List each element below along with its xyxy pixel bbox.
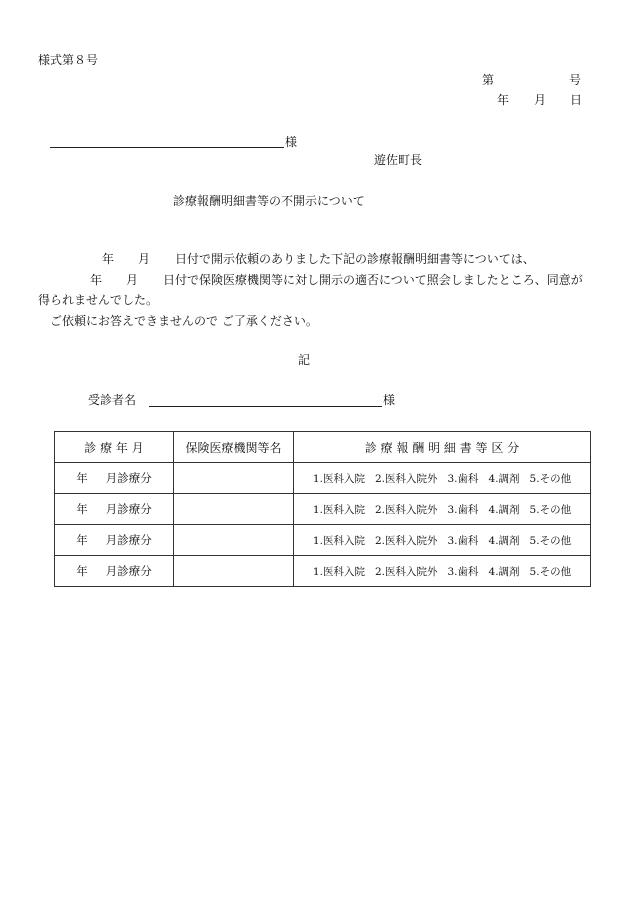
period-text: 月診療分 — [105, 471, 152, 485]
category-option: 3.歯科 — [447, 503, 479, 516]
category-cell — [294, 556, 591, 587]
table-row — [55, 525, 591, 556]
category-cell — [294, 525, 591, 556]
period-year: 年 — [76, 564, 88, 578]
form-number: 様式第８号 — [38, 53, 99, 67]
table-row — [55, 494, 591, 525]
body-line2-year: 年 — [90, 273, 103, 287]
category-option: 1.医科入院 — [312, 503, 365, 516]
period-cell — [55, 556, 174, 587]
category-option: 5.その他 — [529, 503, 572, 516]
category-option: 4.調剤 — [488, 565, 520, 578]
category-option: 3.歯科 — [447, 534, 479, 547]
category-option: 3.歯科 — [447, 565, 479, 578]
period-cell — [55, 494, 174, 525]
body-line1-text: 日付で開示依頼のありました下記の診療報酬明細書等については、 — [175, 252, 535, 266]
category-option: 5.その他 — [529, 472, 572, 485]
period-cell — [55, 525, 174, 556]
doc-number-prefix: 第 — [482, 73, 495, 87]
category-option: 4.調剤 — [488, 534, 520, 547]
table-header-row — [55, 432, 591, 463]
body-line1-month: 月 — [138, 252, 151, 266]
date-year: 年 — [497, 93, 510, 107]
period-cell — [55, 463, 174, 494]
period-text: 月診療分 — [105, 533, 152, 547]
category-option: 4.調剤 — [488, 472, 520, 485]
body-line3: 得られませんでした。 — [38, 293, 159, 307]
category-option: 2.医科入院外 — [374, 534, 438, 547]
doc-number-suffix: 号 — [569, 73, 582, 87]
period-text: 月診療分 — [105, 502, 152, 516]
period-year: 年 — [76, 533, 88, 547]
patient-name-line — [149, 406, 382, 407]
recipient-suffix: 様 — [285, 135, 298, 149]
patient-suffix: 様 — [383, 393, 396, 407]
category-option: 1.医科入院 — [312, 472, 365, 485]
body-line1-year: 年 — [102, 252, 115, 266]
table-row — [55, 463, 591, 494]
category-option: 3.歯科 — [447, 472, 479, 485]
recipient-name-line — [50, 147, 284, 148]
header-category: 診 療 報 酬 明 細 書 等 区 分 — [294, 432, 591, 463]
category-option: 1.医科入院 — [312, 534, 365, 547]
date-month: 月 — [534, 93, 547, 107]
header-period: 診 療 年 月 — [55, 432, 174, 463]
institution-cell — [174, 494, 294, 525]
patient-label: 受診者名 — [88, 393, 137, 407]
header-institution: 保険医療機関等名 — [174, 432, 294, 463]
document-title: 診療報酬明細書等の不開示について — [173, 194, 365, 208]
category-option: 1.医科入院 — [312, 565, 365, 578]
body-line4: ご依頼にお答えできませんので ご了承ください。 — [50, 314, 318, 328]
institution-cell — [174, 525, 294, 556]
category-option: 2.医科入院外 — [374, 472, 438, 485]
category-cell — [294, 463, 591, 494]
category-option: 5.その他 — [529, 534, 572, 547]
period-year: 年 — [76, 471, 88, 485]
records-table — [54, 431, 591, 587]
table-row — [55, 556, 591, 587]
category-option: 4.調剤 — [488, 503, 520, 516]
institution-cell — [174, 463, 294, 494]
date-day: 日 — [570, 93, 583, 107]
category-option: 2.医科入院外 — [374, 503, 438, 516]
category-option: 2.医科入院外 — [374, 565, 438, 578]
body-line2-text: 日付で保険医療機関等に対し開示の適否について照会しましたところ、同意が — [163, 273, 583, 287]
period-text: 月診療分 — [105, 564, 152, 578]
institution-cell — [174, 556, 294, 587]
body-line2-month: 月 — [126, 273, 139, 287]
ki-heading: 記 — [298, 353, 311, 367]
period-year: 年 — [76, 502, 88, 516]
sender: 遊佐町長 — [374, 153, 423, 167]
category-option: 5.その他 — [529, 565, 572, 578]
category-cell — [294, 494, 591, 525]
